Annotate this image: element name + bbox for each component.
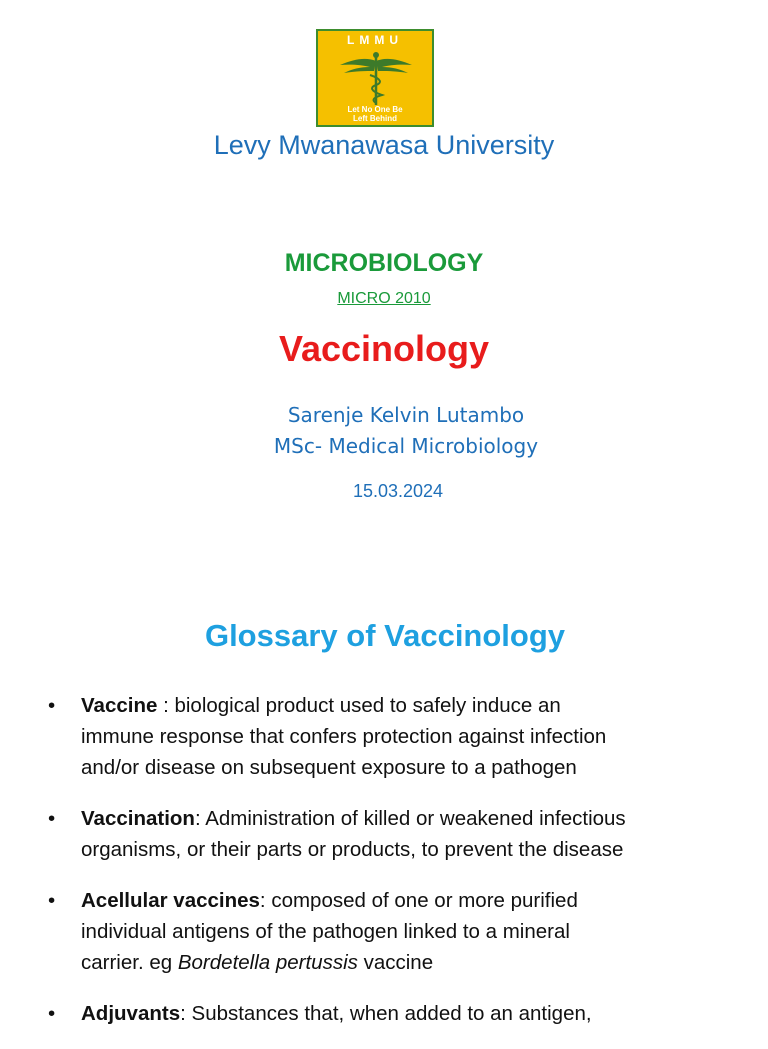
author-degree: MSc- Medical Microbiology [273, 434, 539, 458]
glossary-term: Acellular vaccines [81, 889, 260, 912]
caduceus-icon [336, 49, 416, 109]
definition-line: immune response that confers protection against infection [81, 725, 607, 748]
logo-motto-line1: Let No One Be [347, 105, 403, 114]
author-name: Sarenje Kelvin Lutambo [287, 403, 525, 427]
definition-line: composed of one or more purified [271, 889, 578, 912]
definition-line: Administration of killed or weakened infectious [205, 807, 626, 830]
author-block [0, 400, 768, 462]
glossary-term: Vaccination [81, 807, 195, 830]
bullet-icon: • [48, 807, 56, 830]
glossary-term: Vaccine [81, 694, 158, 717]
species-name: Bordetella pertussis [177, 951, 358, 974]
logo-lettering: LMMU [347, 33, 403, 47]
term-separator: : [259, 889, 272, 912]
definition-line: Substances that, when added to an antigen, [191, 1002, 592, 1025]
bullet-icon: • [48, 889, 56, 912]
topic-title: Vaccinology [278, 328, 490, 369]
logo-motto-line2: Left Behind [353, 114, 397, 123]
university-logo [316, 29, 434, 127]
glossary-title: Glossary of Vaccinology [204, 618, 566, 653]
definition-line: and/or disease on subsequent exposure to a pathogen [81, 756, 577, 779]
glossary-item-acellular-vaccines [48, 885, 748, 978]
definition-line-prefix: carrier. eg [81, 951, 178, 974]
course-code-link[interactable]: MICRO 2010 [337, 290, 431, 307]
term-separator: : [157, 694, 175, 717]
glossary-item-adjuvants [48, 998, 748, 1029]
logo-motto [318, 105, 432, 123]
bullet-icon: • [48, 1002, 56, 1025]
term-separator: : [180, 1002, 192, 1025]
definition-line-suffix: vaccine [357, 951, 434, 974]
bullet-icon: • [48, 694, 56, 717]
glossary-list [48, 690, 748, 1049]
glossary-term: Adjuvants [81, 1002, 181, 1025]
subject-title: MICROBIOLOGY [284, 249, 484, 277]
glossary-item-vaccine [48, 690, 748, 783]
definition-line: individual antigens of the pathogen linked to a mineral [81, 920, 570, 943]
university-name: Levy Mwanawasa University [213, 130, 555, 160]
presentation-date: 15.03.2024 [352, 481, 444, 501]
definition-line: biological product used to safely induce an [174, 694, 561, 717]
term-separator: : [194, 807, 206, 830]
glossary-item-vaccination [48, 803, 748, 865]
definition-line: organisms, or their parts or products, to prevent the disease [81, 838, 624, 861]
